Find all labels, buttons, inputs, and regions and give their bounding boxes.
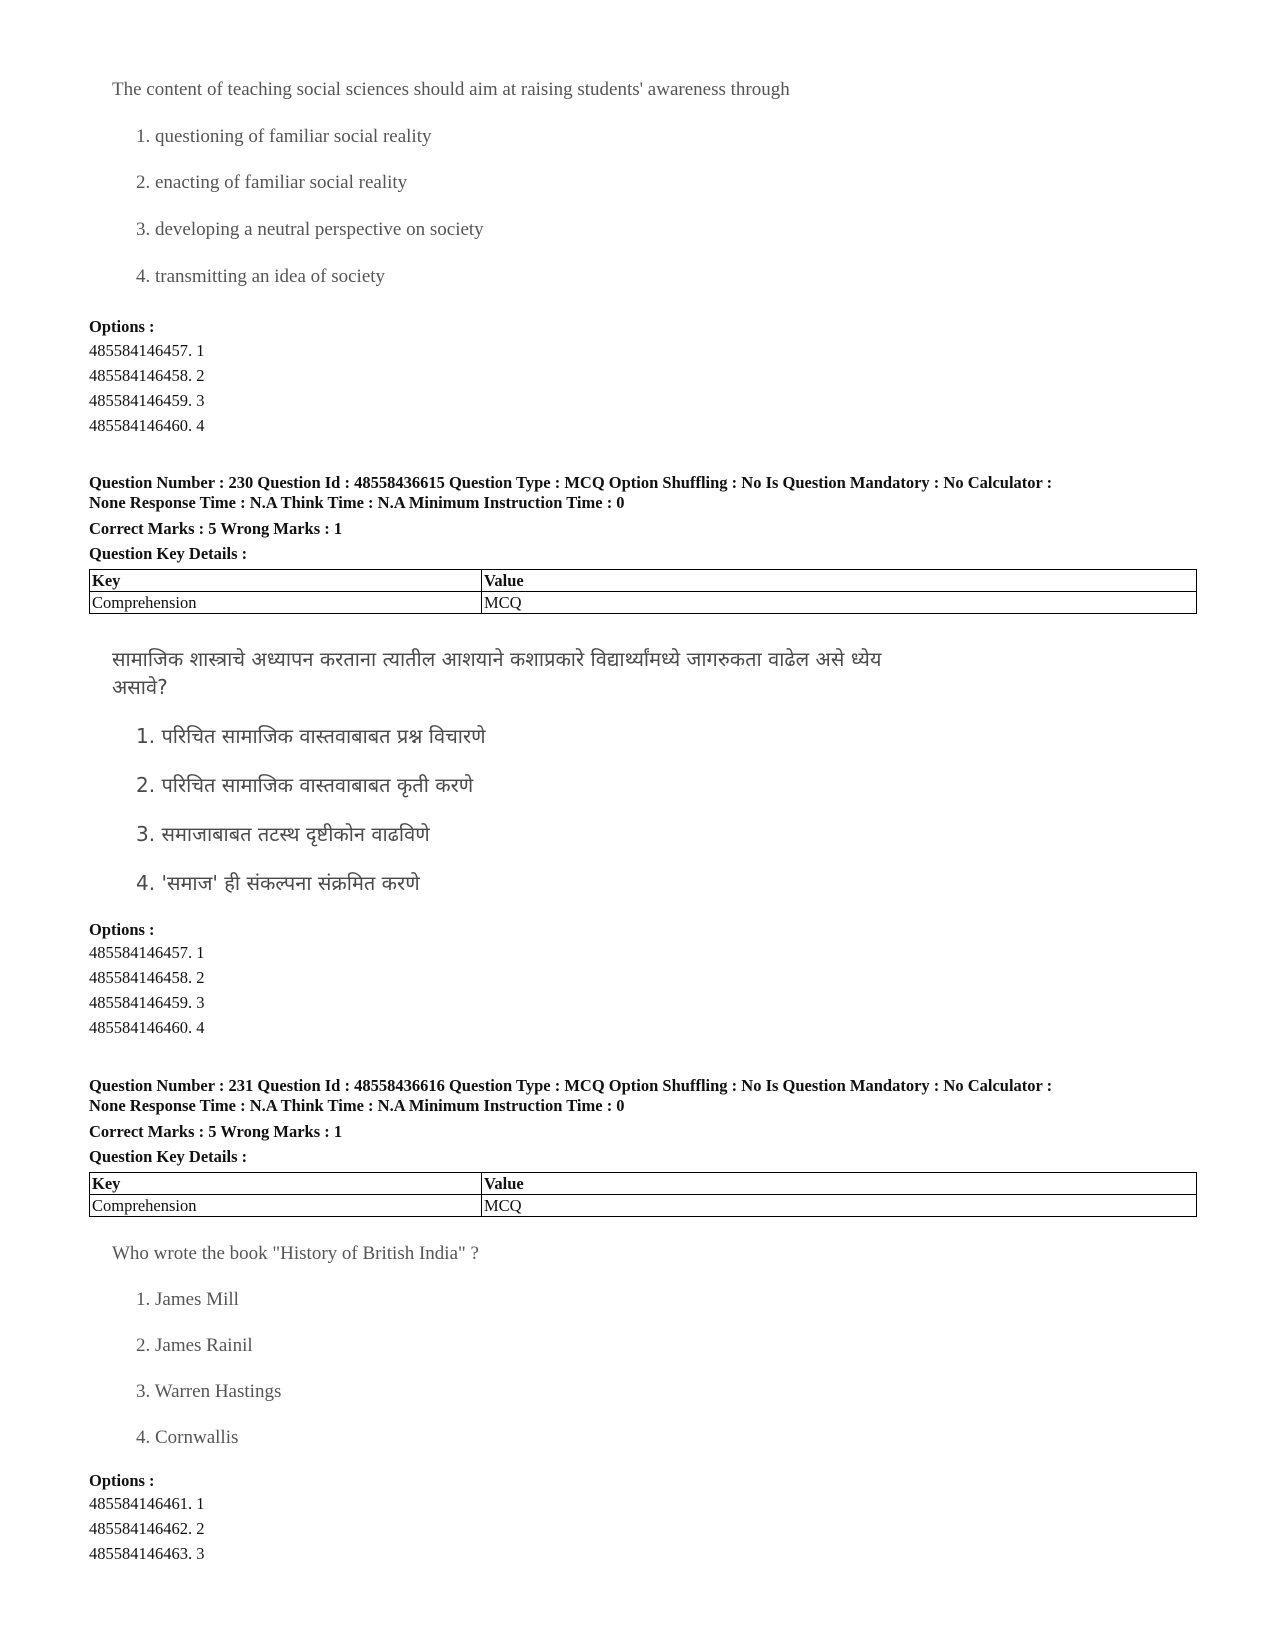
question-choice: 2. परिचित सामाजिक वास्तवाबाबत कृती करणे bbox=[136, 773, 474, 797]
question-choice: 2. James Rainil bbox=[136, 1335, 253, 1356]
marks-line: Correct Marks : 5 Wrong Marks : 1 bbox=[89, 519, 343, 538]
question-choice: 2. enacting of familiar social reality bbox=[136, 172, 408, 193]
option-id: 485584146459. 3 bbox=[89, 391, 205, 410]
key-details-label: Question Key Details : bbox=[89, 544, 248, 563]
question-choice: 4. transmitting an idea of society bbox=[136, 266, 386, 287]
question-stem: The content of teaching social sciences should aim at raising students' awareness through bbox=[112, 79, 790, 100]
table-header-value: Value bbox=[482, 570, 1197, 592]
key-details-table bbox=[89, 1172, 1197, 1217]
options-label: Options : bbox=[89, 920, 155, 939]
options-label: Options : bbox=[89, 1471, 155, 1490]
table-cell: MCQ bbox=[482, 1195, 1197, 1217]
question-meta-line: None Response Time : N.A Think Time : N.A Minimum Instruction Time : 0 bbox=[89, 1096, 625, 1115]
option-id: 485584146459. 3 bbox=[89, 993, 205, 1012]
question-choice: 1. परिचित सामाजिक वास्तवाबाबत प्रश्न विचारणे bbox=[136, 724, 486, 748]
table-row bbox=[90, 592, 1197, 614]
question-choice: 1. questioning of familiar social reality bbox=[136, 126, 432, 147]
table-cell: MCQ bbox=[482, 592, 1197, 614]
option-id: 485584146463. 3 bbox=[89, 1544, 205, 1563]
question-meta-line: Question Number : 231 Question Id : 48558436616 Question Type : MCQ Option Shuffling : No Is Question Mandatory : No Calculator : bbox=[89, 1076, 1053, 1095]
table-header-row bbox=[90, 570, 1197, 592]
question-stem: असावे? bbox=[112, 675, 168, 699]
option-id: 485584146457. 1 bbox=[89, 943, 205, 962]
key-details-table bbox=[89, 569, 1197, 614]
question-stem: Who wrote the book "History of British India" ? bbox=[112, 1243, 479, 1264]
table-header-key: Key bbox=[90, 1173, 482, 1195]
key-details-label: Question Key Details : bbox=[89, 1147, 248, 1166]
option-id: 485584146458. 2 bbox=[89, 366, 205, 385]
question-meta-line: Question Number : 230 Question Id : 48558436615 Question Type : MCQ Option Shuffling : No Is Question Mandatory : No Calculator : bbox=[89, 473, 1053, 492]
question-meta bbox=[89, 1076, 1199, 1116]
table-cell: Comprehension bbox=[90, 592, 482, 614]
marks-line: Correct Marks : 5 Wrong Marks : 1 bbox=[89, 1122, 343, 1141]
table-cell: Comprehension bbox=[90, 1195, 482, 1217]
question-choice: 4. 'समाज' ही संकल्पना संक्रमित करणे bbox=[136, 871, 420, 895]
table-header-key: Key bbox=[90, 570, 482, 592]
table-header-value: Value bbox=[482, 1173, 1197, 1195]
option-id: 485584146460. 4 bbox=[89, 416, 205, 435]
options-label: Options : bbox=[89, 317, 155, 336]
option-id: 485584146457. 1 bbox=[89, 341, 205, 360]
option-id: 485584146458. 2 bbox=[89, 968, 205, 987]
option-id: 485584146461. 1 bbox=[89, 1494, 205, 1513]
question-choice: 4. Cornwallis bbox=[136, 1427, 239, 1448]
question-stem: सामाजिक शास्त्राचे अध्यापन करताना त्यातील आशयाने कशाप्रकारे विद्यार्थ्यांमध्ये जागरुकता वाढेल असे ध्येय bbox=[112, 647, 882, 671]
option-id: 485584146460. 4 bbox=[89, 1018, 205, 1037]
question-choice: 1. James Mill bbox=[136, 1289, 239, 1310]
question-choice: 3. developing a neutral perspective on society bbox=[136, 219, 484, 240]
option-id: 485584146462. 2 bbox=[89, 1519, 205, 1538]
table-header-row bbox=[90, 1173, 1197, 1195]
question-choice: 3. Warren Hastings bbox=[136, 1381, 282, 1402]
table-row bbox=[90, 1195, 1197, 1217]
question-choice: 3. समाजाबाबत तटस्थ दृष्टीकोन वाढविणे bbox=[136, 822, 430, 846]
question-meta-line: None Response Time : N.A Think Time : N.A Minimum Instruction Time : 0 bbox=[89, 493, 625, 512]
question-meta bbox=[89, 473, 1199, 513]
